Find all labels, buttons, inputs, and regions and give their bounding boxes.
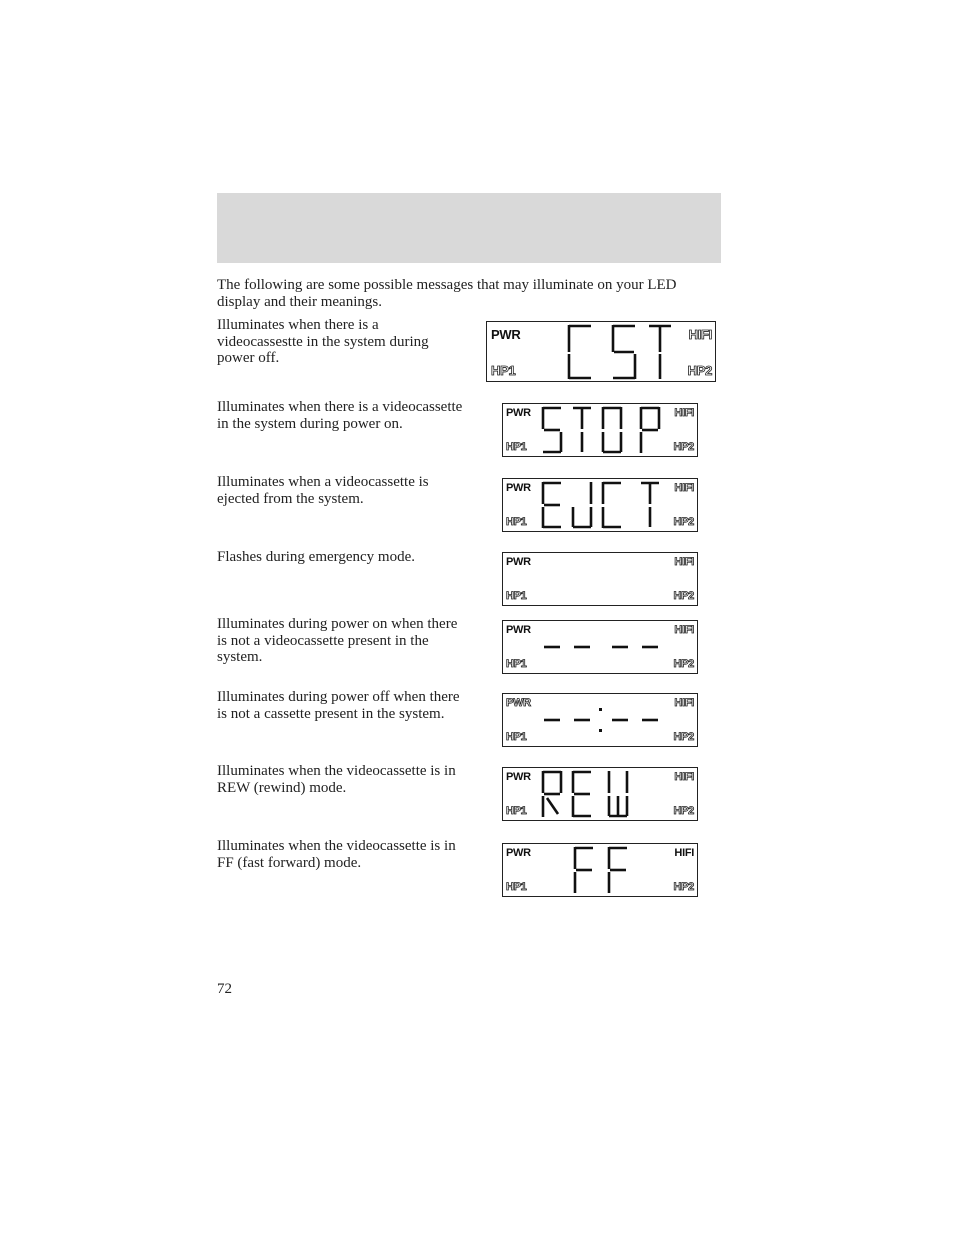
message-description: Illuminates when there is a videocassette in the system during power on. bbox=[217, 399, 463, 432]
hifi-indicator: HIFI bbox=[674, 847, 694, 859]
lcd-segment-text-ff bbox=[503, 844, 698, 897]
hp2-indicator: HP2 bbox=[673, 805, 694, 817]
pwr-indicator: PWR bbox=[506, 771, 531, 783]
hp1-indicator: HP1 bbox=[506, 805, 527, 817]
hp1-indicator: HP1 bbox=[506, 441, 527, 453]
hp2-indicator: HP2 bbox=[673, 441, 694, 453]
lcd-display-clock bbox=[502, 693, 698, 747]
lcd-display-rew bbox=[502, 767, 698, 821]
hifi-indicator: HIFI bbox=[674, 556, 694, 568]
message-description: Flashes during emergency mode. bbox=[217, 549, 416, 565]
hp2-indicator: HP2 bbox=[687, 363, 712, 378]
lcd-display-dashes bbox=[502, 620, 698, 674]
hp1-indicator: HP1 bbox=[506, 516, 527, 528]
hifi-indicator: HIFI bbox=[674, 624, 694, 636]
lcd-display-ff bbox=[502, 843, 698, 897]
section-header-band bbox=[217, 193, 721, 263]
hp1-indicator: HP1 bbox=[506, 881, 527, 893]
pwr-indicator: PWR bbox=[506, 556, 531, 568]
hp2-indicator: HP2 bbox=[673, 516, 694, 528]
hp2-indicator: HP2 bbox=[673, 590, 694, 602]
lcd-segment-text-rew bbox=[503, 768, 698, 821]
message-description: Illuminates during power off when there is not a cassette present in the system. bbox=[217, 689, 460, 722]
lcd-display-blank bbox=[502, 552, 698, 606]
lcd-segment-text-cst bbox=[487, 322, 716, 382]
lcd-display-stop bbox=[502, 403, 698, 457]
message-description: Illuminates when a videocassette is ejected from the system. bbox=[217, 474, 429, 507]
message-description: Illuminates when there is a videocassestte in the system during power off. bbox=[217, 317, 429, 366]
hp2-indicator: HP2 bbox=[673, 658, 694, 670]
hp2-indicator: HP2 bbox=[673, 731, 694, 743]
lcd-segment-text-stop bbox=[503, 404, 698, 457]
hifi-indicator: HIFI bbox=[688, 327, 712, 342]
intro-text: The following are some possible messages that may illuminate on your LED display and their meanings. bbox=[217, 277, 677, 310]
hifi-indicator: HIFI bbox=[674, 697, 694, 709]
message-description: Illuminates when the videocassette is in REW (rewind) mode. bbox=[217, 763, 456, 796]
page-number: 72 bbox=[217, 981, 232, 997]
pwr-indicator: PWR bbox=[506, 482, 531, 494]
lcd-segment-text-dashes bbox=[503, 621, 698, 674]
lcd-display-cst bbox=[486, 321, 716, 382]
pwr-indicator: PWR bbox=[506, 407, 531, 419]
lcd-segment-text-ejct bbox=[503, 479, 698, 532]
hifi-indicator: HIFI bbox=[674, 771, 694, 783]
hifi-indicator: HIFI bbox=[674, 407, 694, 419]
lcd-segment-text-clock bbox=[503, 694, 698, 747]
hp1-indicator: HP1 bbox=[506, 658, 527, 670]
hp2-indicator: HP2 bbox=[673, 881, 694, 893]
message-description: Illuminates during power on when there is not a videocassette present in the system. bbox=[217, 616, 458, 665]
pwr-indicator: PWR bbox=[491, 327, 521, 342]
hifi-indicator: HIFI bbox=[674, 482, 694, 494]
hp1-indicator: HP1 bbox=[506, 590, 527, 602]
pwr-indicator: PWR bbox=[506, 697, 531, 709]
hp1-indicator: HP1 bbox=[491, 363, 516, 378]
pwr-indicator: PWR bbox=[506, 847, 531, 859]
hp1-indicator: HP1 bbox=[506, 731, 527, 743]
pwr-indicator: PWR bbox=[506, 624, 531, 636]
message-description: Illuminates when the videocassette is in FF (fast forward) mode. bbox=[217, 838, 456, 871]
lcd-display-ejct bbox=[502, 478, 698, 532]
